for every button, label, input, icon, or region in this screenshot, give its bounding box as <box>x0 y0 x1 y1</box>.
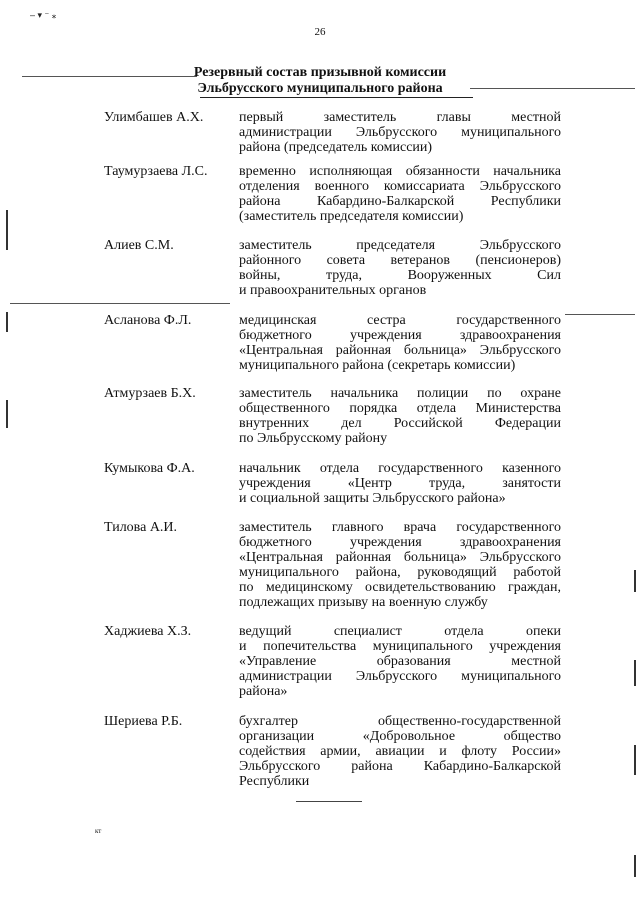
position-line: администрации Эльбрусского муниципального <box>239 125 561 140</box>
member-position <box>239 520 561 610</box>
member-name: Атмурзаев Б.Х. <box>104 386 196 401</box>
member-position <box>239 386 561 446</box>
page-title-line-1: Резервный состав призывной комиссии <box>193 65 447 80</box>
member-position <box>239 110 561 155</box>
scan-margin-mark <box>634 745 636 775</box>
position-line: заместитель начальника полиции по охране <box>239 386 561 401</box>
scan-margin-mark <box>634 570 636 592</box>
position-line: по медицинскому освидетельствованию граждан, <box>239 580 561 595</box>
position-line: ведущий специалист отдела опеки <box>239 624 561 639</box>
position-line: заместитель главного врача государственного <box>239 520 561 535</box>
page-title-line-2: Эльбрусского муниципального района <box>197 81 443 96</box>
position-line: района (председатель комиссии) <box>239 140 433 155</box>
member-position <box>239 164 561 224</box>
position-line: и правоохранительных органов <box>239 283 427 298</box>
scan-line <box>565 314 635 315</box>
position-line: внутренних дел Российской Федерации <box>239 416 561 431</box>
member-name: Кумыкова Ф.А. <box>104 461 195 476</box>
position-line: Эльбрусского района Кабардино-Балкарской <box>239 759 561 774</box>
position-line: содействия армии, авиации и флоту России» <box>239 744 561 759</box>
position-line: учреждения «Центр труда, занятости <box>239 476 561 491</box>
position-line: муниципального района (секретарь комиссии) <box>239 358 516 373</box>
position-line: заместитель председателя Эльбрусского <box>239 238 561 253</box>
member-position <box>239 313 561 373</box>
scan-margin-mark <box>6 210 8 250</box>
position-line: отделения военного комиссариата Эльбрусского <box>239 179 561 194</box>
title-underline <box>200 97 473 98</box>
scan-margin-mark <box>634 855 636 877</box>
member-position <box>239 624 561 699</box>
position-line: районного совета ветеранов (пенсионеров) <box>239 253 561 268</box>
page-number: 26 <box>314 26 326 38</box>
member-name: Хаджиева Х.З. <box>104 624 192 639</box>
member-position <box>239 461 561 506</box>
position-line: Республики <box>239 774 310 789</box>
position-line: бухгалтер общественно-государственной <box>239 714 561 729</box>
position-line: общественного порядка отдела Министерства <box>239 401 561 416</box>
position-line: муниципального района, руководящий работой <box>239 565 561 580</box>
member-name: Асланова Ф.Л. <box>104 313 192 328</box>
scan-margin-mark <box>6 312 8 332</box>
position-line: войны, труда, Вооруженных Сил <box>239 268 561 283</box>
position-line: первый заместитель главы местной <box>239 110 561 125</box>
position-line: и социальной защиты Эльбрусского района» <box>239 491 506 506</box>
position-line: бюджетного учреждения здравоохранения <box>239 328 561 343</box>
position-line: и попечительства муниципального учреждения <box>239 639 561 654</box>
footer-mark: кт <box>95 827 102 835</box>
position-line: по Эльбрусскому району <box>239 431 388 446</box>
member-name: Алиев С.М. <box>104 238 174 253</box>
scan-mark-top-left: – ▾ ⁻ ⁎ <box>30 10 57 20</box>
position-line: «Центральная районная больница» Эльбрусского <box>239 343 561 358</box>
position-line: района» <box>239 684 288 699</box>
position-line: «Центральная районная больница» Эльбрусского <box>239 550 561 565</box>
member-name: Улимбашев А.Х. <box>104 110 204 125</box>
member-position <box>239 714 561 789</box>
position-line: района Кабардино-Балкарской Республики <box>239 194 561 209</box>
position-line: начальник отдела государственного казенного <box>239 461 561 476</box>
position-line: «Управление образования местной <box>239 654 561 669</box>
position-line: временно исполняющая обязанности начальника <box>239 164 561 179</box>
member-position <box>239 238 561 298</box>
member-name: Шериева Р.Б. <box>104 714 183 729</box>
member-name: Тилова А.И. <box>104 520 178 535</box>
scan-margin-mark <box>634 660 636 686</box>
scan-margin-mark <box>6 400 8 428</box>
end-separator <box>296 801 362 802</box>
member-name: Таумурзаева Л.С. <box>104 164 208 179</box>
position-line: медицинская сестра государственного <box>239 313 561 328</box>
position-line: подлежащих призыву на военную службу <box>239 595 488 610</box>
position-line: (заместитель председателя комиссии) <box>239 209 464 224</box>
scan-line <box>10 303 230 304</box>
position-line: администрации Эльбрусского муниципального <box>239 669 561 684</box>
position-line: бюджетного учреждения здравоохранения <box>239 535 561 550</box>
position-line: организации «Добровольное общество <box>239 729 561 744</box>
